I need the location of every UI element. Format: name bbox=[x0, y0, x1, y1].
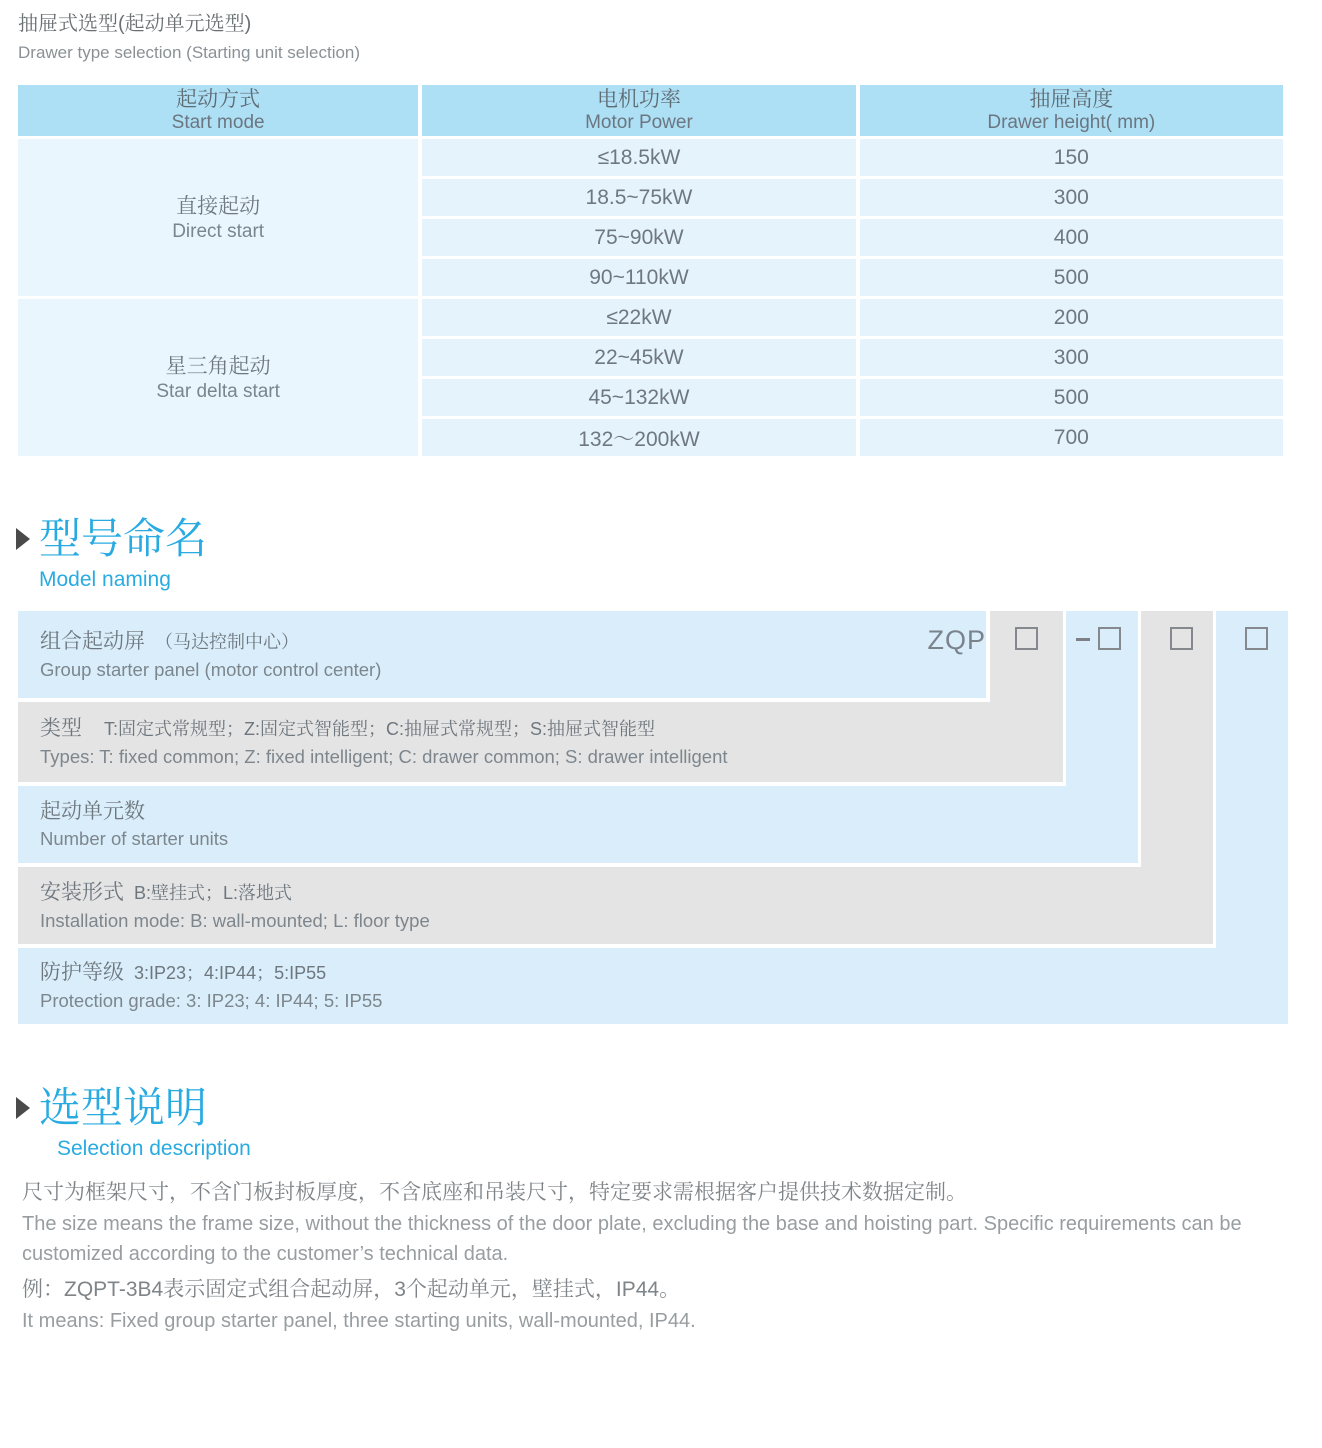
height-cell: 300 bbox=[860, 179, 1283, 216]
height-cell: 300 bbox=[860, 339, 1283, 376]
height-cell: 500 bbox=[860, 379, 1283, 416]
height-cell: 200 bbox=[860, 299, 1283, 336]
power-cell: 45~132kW bbox=[422, 379, 855, 416]
model-naming-title-en: Model naming bbox=[39, 568, 171, 591]
section-marker-icon bbox=[16, 1097, 30, 1119]
power-cell: 75~90kW bbox=[422, 219, 855, 256]
power-cell: ≤18.5kW bbox=[422, 139, 855, 176]
section-selection-description-heading bbox=[16, 1084, 1322, 1161]
power-cell: 22~45kW bbox=[422, 339, 855, 376]
power-cell: ≤22kW bbox=[422, 299, 855, 336]
header-start-mode: 起动方式 Start mode bbox=[18, 85, 418, 136]
diagram-row-group-starter-panel: 组合起动屏 （马达控制中心） Group starter panel (motor control center) bbox=[18, 611, 986, 698]
height-cell: 500 bbox=[860, 259, 1283, 296]
catalog-page bbox=[0, 12, 1322, 1448]
model-naming-diagram bbox=[18, 611, 1289, 1024]
section-model-naming-heading bbox=[16, 515, 1322, 592]
diagram-row-types: 类型 T:固定式常规型；Z:固定式智能型；C:抽屉式常规型；S:抽屉式智能型 Types: T: fixed common; Z: fixed intelligent; C: drawer common; S: drawer intelligent bbox=[18, 702, 1062, 782]
table-row bbox=[18, 139, 1283, 176]
model-code-box-protection bbox=[1245, 627, 1268, 650]
table-row bbox=[18, 299, 1283, 336]
model-code-box-type bbox=[1015, 627, 1038, 650]
selection-description-title-en: Selection description bbox=[57, 1137, 251, 1160]
page-title-zh: 抽屉式选型(起动单元选型) bbox=[18, 13, 252, 35]
height-cell: 150 bbox=[860, 139, 1283, 176]
power-cell: 132～200kW bbox=[422, 419, 855, 456]
selection-description-title-zh: 选型说明 bbox=[39, 1084, 208, 1131]
selection-table bbox=[14, 82, 1287, 459]
description-para1-en: The size means the frame size, without the thickness of the door plate, excluding the base and hoisting part. Specific requirements can be customized according to the customer’s technical data. bbox=[22, 1213, 1242, 1265]
power-cell: 18.5~75kW bbox=[422, 179, 855, 216]
model-naming-title-zh: 型号命名 bbox=[39, 515, 208, 562]
model-code-box-units bbox=[1098, 627, 1121, 650]
power-cell: 90~110kW bbox=[422, 259, 855, 296]
page-title-en: Drawer type selection (Starting unit selection) bbox=[18, 43, 361, 62]
diagram-row-installation-mode: 安装形式 B:壁挂式；L:落地式 Installation mode: B: wall-mounted; L: floor type bbox=[18, 867, 1212, 944]
header-drawer-height: 抽屉高度 Drawer height( mm) bbox=[860, 85, 1283, 136]
group-cell-direct-start: 直接起动 Direct start bbox=[18, 139, 418, 296]
model-code-box-installation bbox=[1170, 627, 1193, 650]
height-cell: 400 bbox=[860, 219, 1283, 256]
description-para2-en: It means: Fixed group starter panel, three starting units, wall-mounted, IP44. bbox=[22, 1310, 696, 1332]
section-marker-icon bbox=[16, 528, 30, 550]
model-code-prefix: ZQP bbox=[927, 625, 986, 655]
table-header-row bbox=[18, 85, 1283, 136]
selection-description-body bbox=[22, 1176, 1270, 1336]
dash-icon bbox=[1076, 638, 1090, 641]
group-cell-star-delta-start: 星三角起动 Star delta start bbox=[18, 299, 418, 456]
height-cell: 700 bbox=[860, 419, 1283, 456]
description-para2-zh: 例：ZQPT-3B4表示固定式组合起动屏，3个起动单元，壁挂式，IP44。 bbox=[22, 1278, 681, 1301]
header-motor-power: 电机功率 Motor Power bbox=[422, 85, 855, 136]
diagram-row-protection-grade: 防护等级 3:IP23；4:IP44；5:IP55 Protection grade: 3: IP23; 4: IP44; 5: IP55 bbox=[18, 948, 1287, 1024]
diagram-row-starter-units: 起动单元数 Number of starter units bbox=[18, 786, 1137, 863]
description-para1-zh: 尺寸为框架尺寸，不含门板封板厚度，不含底座和吊装尺寸，特定要求需根据客户提供技术数据定制。 bbox=[22, 1181, 967, 1204]
